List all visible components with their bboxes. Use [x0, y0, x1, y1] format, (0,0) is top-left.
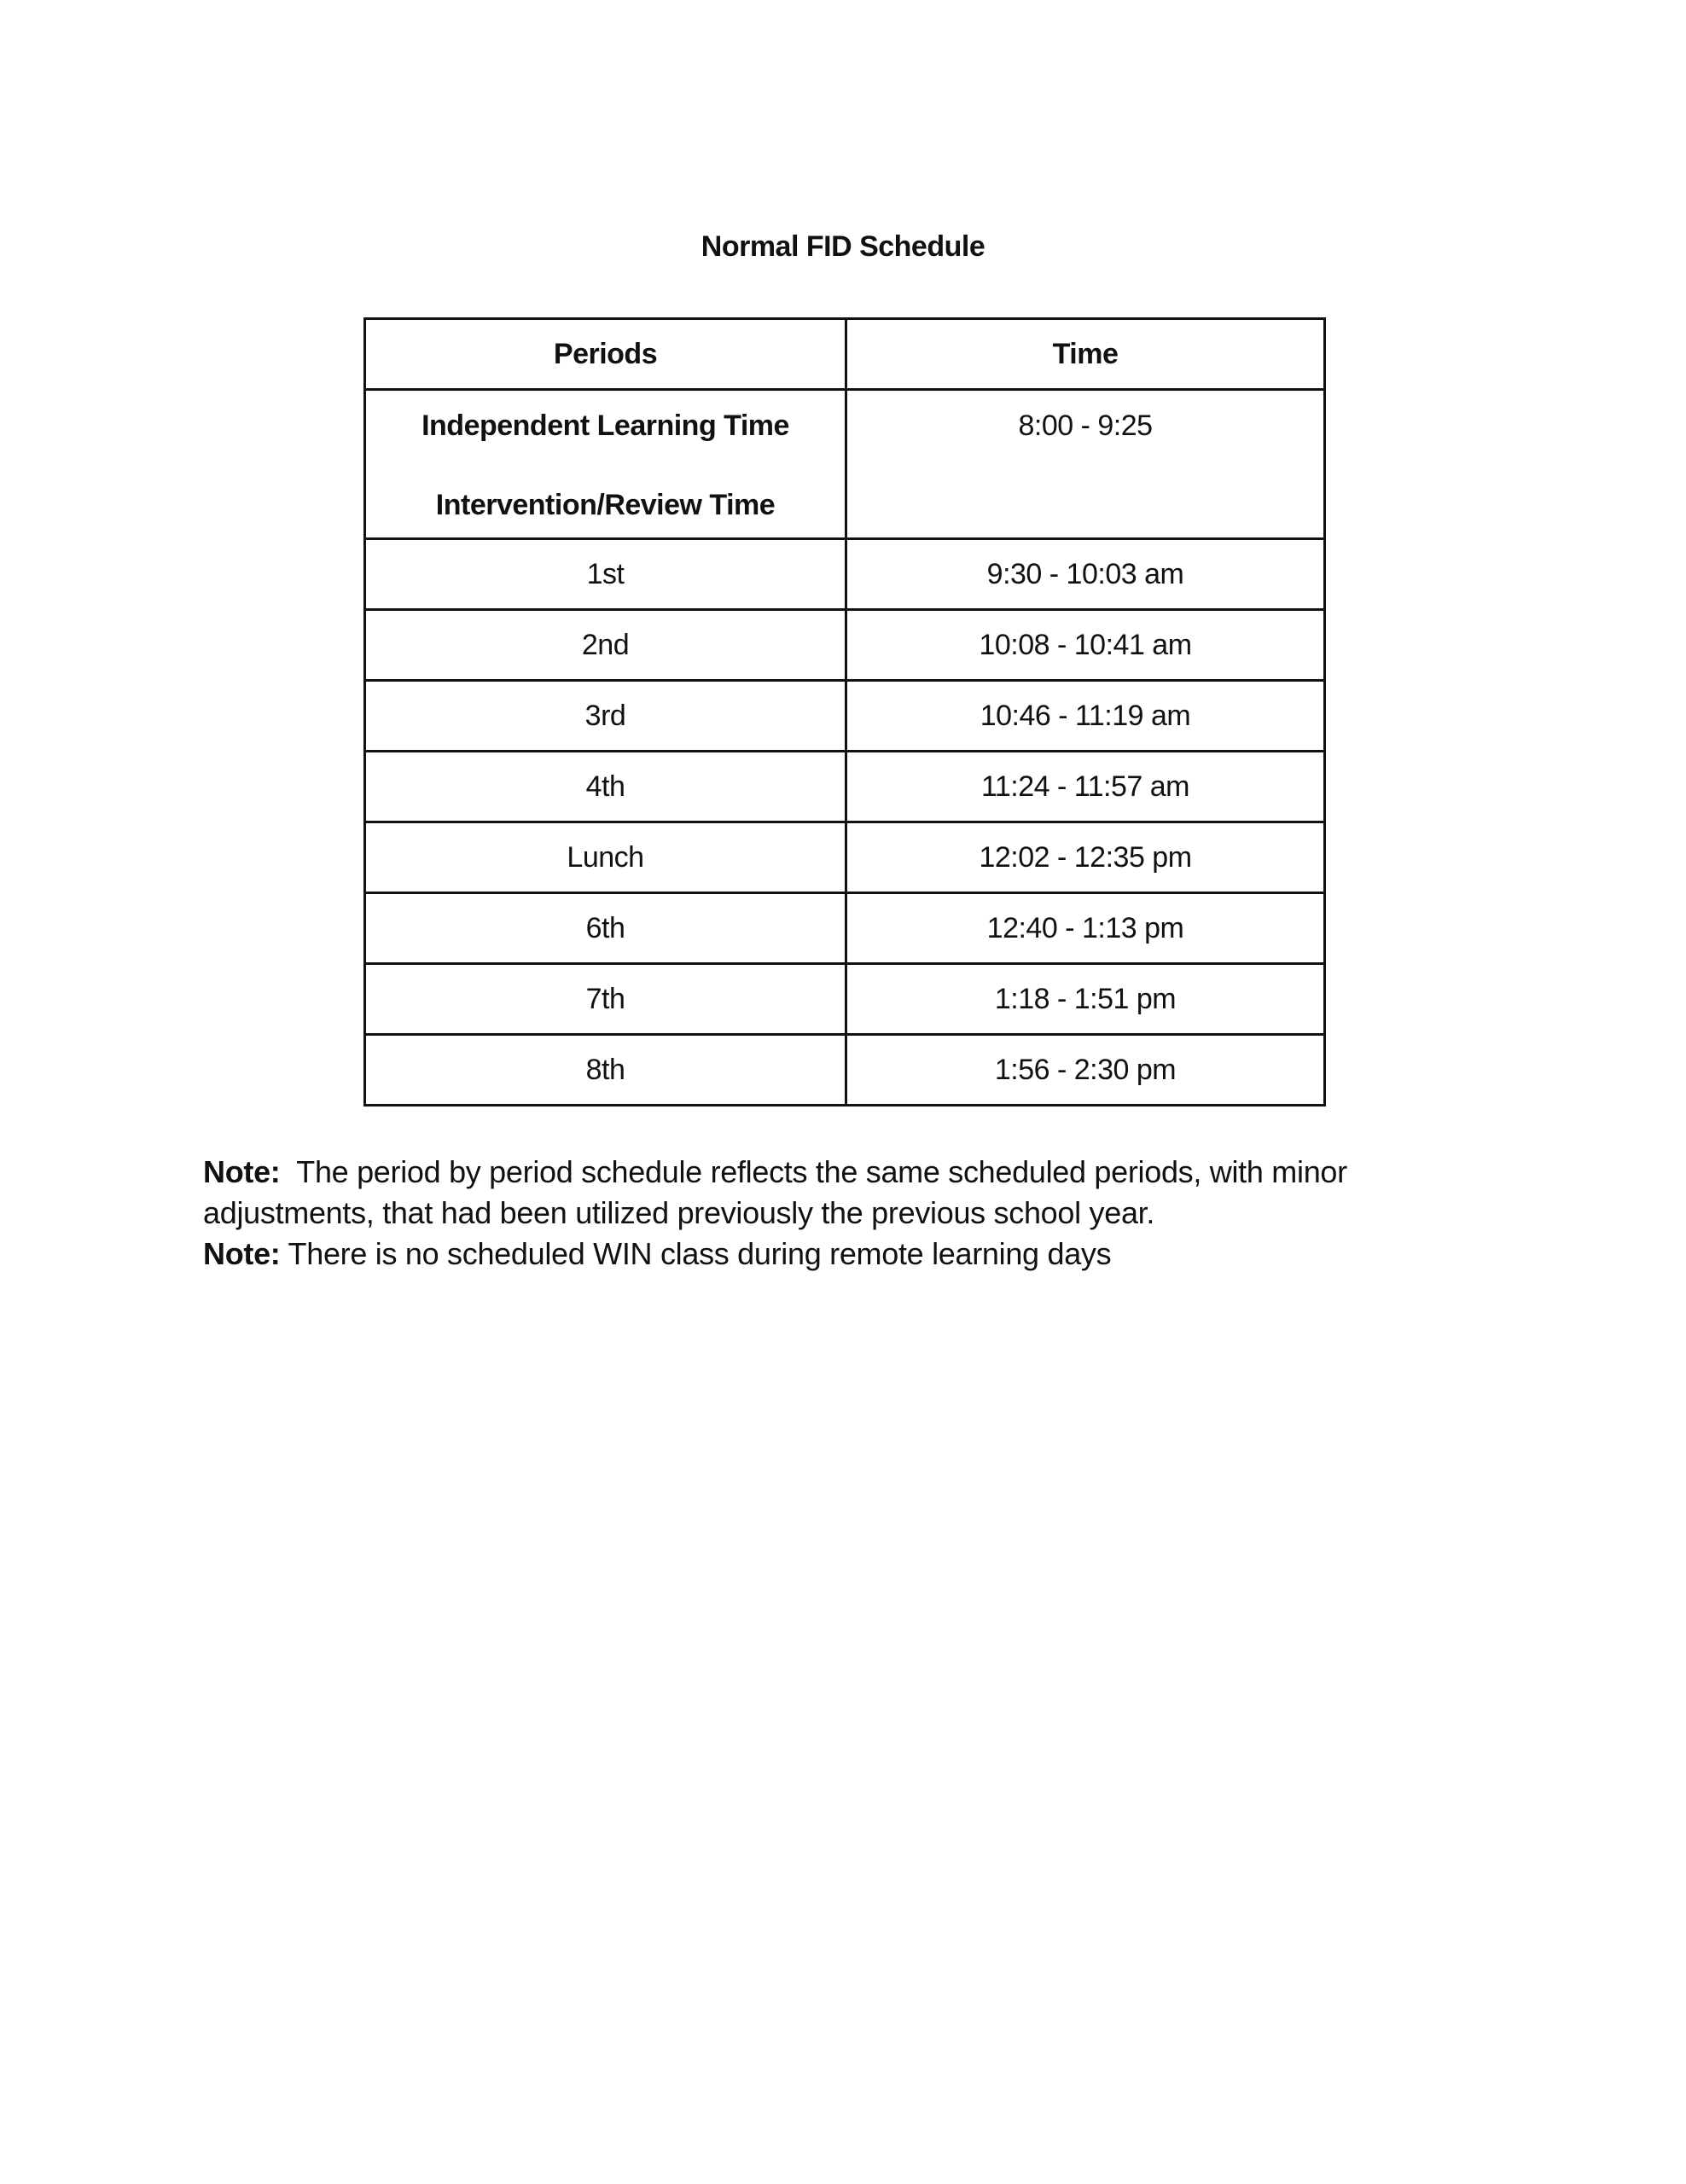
- header-periods: Periods: [365, 319, 846, 390]
- period-cell: [365, 390, 846, 539]
- note-text: There is no scheduled WIN class during remote learning days: [280, 1236, 1112, 1271]
- table-row: [365, 1035, 1325, 1106]
- table-row: [365, 681, 1325, 752]
- notes-section: [203, 1152, 1483, 1275]
- period-cell: 8th: [365, 1035, 846, 1106]
- time-cell: 9:30 - 10:03 am: [846, 539, 1325, 610]
- table-row: [365, 610, 1325, 681]
- period-cell: 3rd: [365, 681, 846, 752]
- period-cell: 6th: [365, 893, 846, 964]
- period-cell: 1st: [365, 539, 846, 610]
- table-row: [365, 893, 1325, 964]
- time-value: 8:00 - 9:25: [1018, 410, 1153, 442]
- time-cell: 11:24 - 11:57 am: [846, 752, 1325, 822]
- header-time: Time: [846, 319, 1325, 390]
- period-cell: 7th: [365, 964, 846, 1035]
- note-label: Note:: [203, 1236, 281, 1271]
- time-cell: 10:08 - 10:41 am: [846, 610, 1325, 681]
- period-cell: 4th: [365, 752, 846, 822]
- time-cell: 10:46 - 11:19 am: [846, 681, 1325, 752]
- table-header-row: [365, 319, 1325, 390]
- table-row: [365, 964, 1325, 1035]
- note-label: Note:: [203, 1154, 281, 1189]
- note-1: [203, 1152, 1483, 1234]
- period-label-independent-learning: Independent Learning Time: [422, 410, 789, 442]
- period-cell: Lunch: [365, 822, 846, 893]
- period-cell: 2nd: [365, 610, 846, 681]
- table-row: [365, 752, 1325, 822]
- time-cell: 12:02 - 12:35 pm: [846, 822, 1325, 893]
- time-cell: [846, 390, 1325, 539]
- schedule-table: [363, 317, 1326, 1107]
- table-row-independent-learning: [365, 390, 1325, 539]
- table-row: [365, 539, 1325, 610]
- time-cell: 12:40 - 1:13 pm: [846, 893, 1325, 964]
- time-cell: 1:18 - 1:51 pm: [846, 964, 1325, 1035]
- note-text: The period by period schedule reflects the same scheduled periods, with minor adjustments, that had been utilized previously the previous school year.: [203, 1154, 1356, 1230]
- document-title: Normal FID Schedule: [701, 230, 985, 263]
- table-row: [365, 822, 1325, 893]
- time-cell: 1:56 - 2:30 pm: [846, 1035, 1325, 1106]
- period-label-intervention-review: Intervention/Review Time: [435, 489, 776, 521]
- note-2: [203, 1234, 1483, 1275]
